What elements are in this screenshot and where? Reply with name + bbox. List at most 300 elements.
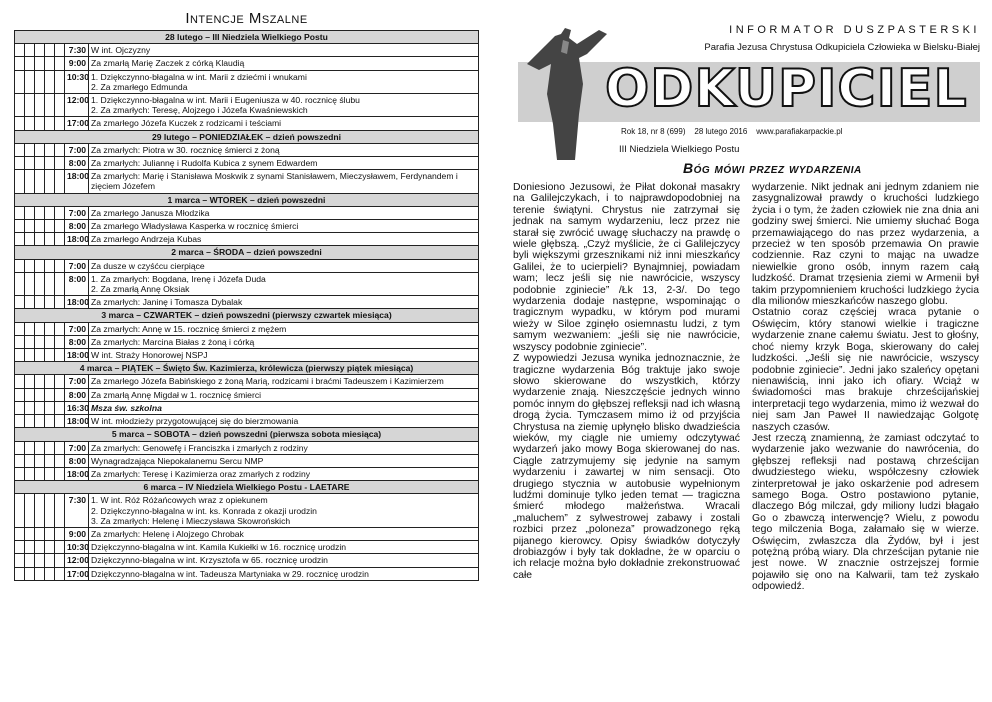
mass-time: 8:00 [65, 388, 89, 401]
blank-cell [35, 527, 45, 540]
mass-row [15, 527, 479, 540]
blank-cell [15, 554, 25, 567]
intention-line: 2. Dziękczynno-błagalna w int. ks. Konrada z okazji urodzin [91, 505, 317, 516]
blank-cell [35, 494, 45, 528]
blank-cell [15, 57, 25, 70]
blank-cell [35, 401, 45, 414]
mass-row [15, 70, 479, 93]
blank-cell [45, 170, 55, 193]
blank-cell [45, 567, 55, 580]
day-header-row [15, 362, 479, 375]
blank-cell [45, 44, 55, 57]
article-paragraph: Z wypowiedzi Jezusa wynika jednoznacznie, że tragiczne wydarzenia Bóg traktuje jako swoje słowo skierowane do wszystkich, którzy wydarzenie znają. Nieszczęście jednych winno pomóc innym do głębszej refleksji nad ich własną drogą życia. Tymczasem mimo iż od przyjścia Chrystusa na ziemię upłynęło blisko dwadzieścia wieków, my ciągle nie umiemy odczytywać wydarzeń jako mowy Boga skierowanej do nas. Ciągle zatrzymujemy się jedynie na samym wydarzeniu i zawartej w nim sensacji. Oto drugiego stycznia w autobusie wypełnionym ludźmi dominuje tylko jeden temat — tragiczna śmierć młodego małżeństwa. Wracali „maluchem” z sylwestrowej zabawy i zostali rozbici przez „poloneza” prowadzonego ręką pijanego kierowcy. Opisy świadków dotyczyły drobiazgów i były tak dokładne, że w oparciu o ich relacje można było dokładnie zrekonstruować całe [513, 353, 740, 581]
blank-cell [55, 296, 65, 309]
blank-cell [25, 206, 35, 219]
mass-intention [89, 388, 479, 401]
mass-row [15, 296, 479, 309]
blank-cell [55, 220, 65, 233]
blank-cell [15, 296, 25, 309]
mass-time: 7:00 [65, 143, 89, 156]
intention-line: Za zmarłego Józefa Kuczek z rodzicami i teściami [91, 118, 282, 129]
blank-cell [35, 567, 45, 580]
blank-cell [25, 157, 35, 170]
mass-intention [89, 415, 479, 428]
blank-cell [15, 415, 25, 428]
mass-time: 18:00 [65, 233, 89, 246]
mass-intention [89, 322, 479, 335]
blank-cell [25, 441, 35, 454]
blank-cell [55, 349, 65, 362]
article-column-2 [752, 182, 979, 593]
article-title: Bóg mówi przez wydarzenia [683, 160, 862, 176]
blank-cell [25, 220, 35, 233]
blank-cell [35, 170, 45, 193]
blank-cell [45, 335, 55, 348]
mass-time: 17:00 [65, 117, 89, 130]
blank-cell [35, 233, 45, 246]
blank-cell [25, 117, 35, 130]
blank-cell [45, 233, 55, 246]
mass-intention [89, 44, 479, 57]
blank-cell [55, 554, 65, 567]
blank-cell [25, 170, 35, 193]
blank-cell [35, 441, 45, 454]
intention-line: 2. Za zmarłego Edmunda [91, 81, 188, 92]
masthead [513, 10, 980, 160]
blank-cell [35, 70, 45, 93]
blank-cell [35, 322, 45, 335]
blank-cell [15, 527, 25, 540]
mass-intention [89, 117, 479, 130]
mass-intention [89, 441, 479, 454]
mass-intention [89, 296, 479, 309]
mass-row [15, 349, 479, 362]
day-header-row [15, 193, 479, 206]
blank-cell [35, 375, 45, 388]
blank-cell [25, 322, 35, 335]
mass-time: 7:30 [65, 44, 89, 57]
mass-intention [89, 401, 479, 414]
day-header: 29 lutego – PONIEDZIAŁEK – dzień powszedni [15, 130, 479, 143]
intention-line: W int. młodzieży przygotowującej się do bierzmowania [91, 416, 299, 427]
mass-row [15, 259, 479, 272]
mass-time: 8:00 [65, 454, 89, 467]
day-header-row [15, 309, 479, 322]
blank-cell [15, 94, 25, 117]
mass-row [15, 401, 479, 414]
mass-intention [89, 349, 479, 362]
blank-cell [25, 272, 35, 295]
mass-time: 7:00 [65, 206, 89, 219]
intention-line: Za zmarłych: Piotra w 30. rocznicę śmierci z żoną [91, 144, 280, 155]
mass-row [15, 335, 479, 348]
blank-cell [25, 415, 35, 428]
blank-cell [45, 94, 55, 117]
mass-intention [89, 233, 479, 246]
blank-cell [55, 467, 65, 480]
intention-line: Za zmarłą Annę Migdał w 1. rocznicę śmierci [91, 389, 262, 400]
blank-cell [35, 206, 45, 219]
blank-cell [35, 388, 45, 401]
blank-cell [35, 44, 45, 57]
mass-intention [89, 375, 479, 388]
blank-cell [35, 117, 45, 130]
blank-cell [55, 441, 65, 454]
day-header-row [15, 481, 479, 494]
mass-time: 10:30 [65, 70, 89, 93]
mass-time: 18:00 [65, 349, 89, 362]
mass-row [15, 157, 479, 170]
mass-intention [89, 94, 479, 117]
blank-cell [35, 296, 45, 309]
blank-cell [55, 335, 65, 348]
mass-row [15, 117, 479, 130]
intention-line: Za zmarłych: Genowefę i Franciszka i zmarłych z rodziny [91, 442, 308, 453]
intention-line: Za zmarłego Andrzeja Kubas [91, 234, 202, 245]
mass-title: Intencje Mszalne [185, 10, 308, 27]
blank-cell [15, 441, 25, 454]
blank-cell [55, 70, 65, 93]
blank-cell [55, 157, 65, 170]
intention-line: 2. Za zmarłą Annę Oksiak [91, 284, 190, 295]
blank-cell [15, 388, 25, 401]
mass-intention [89, 143, 479, 156]
blank-cell [25, 401, 35, 414]
intention-line: W int. Ojczyzny [91, 45, 151, 56]
day-header: 2 marca – ŚRODA – dzień powszedni [15, 246, 479, 259]
blank-cell [35, 454, 45, 467]
blank-cell [15, 44, 25, 57]
article-paragraph: Jest rzeczą znamienną, że zamiast odczytać to wydarzenie jako wezwanie do nawrócenia, do głębszej refleksji nad postawą chrześcijan dwudziestego wieku, współczesny człowiek zinterpretował je jako oskarżenie pod adresem samego Boga. Ostro postawiono pytanie, dlaczego Bóg milczał, gdy miliony ludzi błagało Go o zbawczą interwencję? Wielu, z powodu tego milczenia Boga, załamało się w wierze. Oświęcim, zwłaszcza dla Żydów, był i jest potężną próbą wiary. Dla chrześcijan pytanie nie jest nowe. W znacznie ostrzejszej formie pojawiło się ono na Kalwarii, tam też zyskało odpowiedź. [752, 432, 979, 593]
blank-cell [35, 143, 45, 156]
blank-cell [35, 94, 45, 117]
mass-time: 12:00 [65, 554, 89, 567]
blank-cell [45, 143, 55, 156]
day-header-row [15, 428, 479, 441]
mass-row [15, 170, 479, 193]
blank-cell [55, 322, 65, 335]
mass-intention [89, 567, 479, 580]
blank-cell [35, 259, 45, 272]
mass-time: 18:00 [65, 170, 89, 193]
blank-cell [55, 527, 65, 540]
mass-intention [89, 335, 479, 348]
blank-cell [55, 454, 65, 467]
blank-cell [55, 233, 65, 246]
mass-time: 8:00 [65, 157, 89, 170]
intention-line: 3. Za zmarłych: Helenę i Mieczysława Skowrońskich [91, 515, 291, 526]
day-header: 1 marca – WTOREK – dzień powszedni [15, 193, 479, 206]
mass-time: 18:00 [65, 415, 89, 428]
mass-time: 8:00 [65, 220, 89, 233]
mass-intention [89, 554, 479, 567]
blank-cell [25, 467, 35, 480]
mass-row [15, 220, 479, 233]
mass-row [15, 441, 479, 454]
mass-time: 7:00 [65, 441, 89, 454]
intention-line: Za zmarłych: Marcina Białas z żoną i córką [91, 336, 255, 347]
blank-cell [25, 44, 35, 57]
mass-intention [89, 454, 479, 467]
intention-line: Dziękczynno-błagalna w int. Krzysztofa w 65. rocznicę urodzin [91, 555, 328, 566]
mass-time: 10:30 [65, 541, 89, 554]
intention-line: Za zmarłego Janusza Młodzika [91, 207, 210, 218]
mass-time: 7:00 [65, 259, 89, 272]
newsletter-title: ODKUPICIEL [605, 59, 968, 119]
mass-row [15, 415, 479, 428]
mass-row [15, 388, 479, 401]
issue-info: Rok 18, nr 8 (699) 28 lutego 2016 www.parafiakarpackie.pl [621, 127, 843, 136]
blank-cell [55, 541, 65, 554]
blank-cell [55, 415, 65, 428]
day-header-row [15, 246, 479, 259]
blank-cell [55, 259, 65, 272]
mass-row [15, 494, 479, 528]
blank-cell [15, 170, 25, 193]
mass-time: 8:00 [65, 335, 89, 348]
blank-cell [55, 94, 65, 117]
blank-cell [35, 467, 45, 480]
intention-line: Za zmarłych: Marię i Stanisława Moskwik z synami Stanisławem, Mieczysławem, Ferdynandem i zięciem Józefem [91, 171, 458, 192]
blank-cell [55, 117, 65, 130]
mass-time: 8:00 [65, 272, 89, 295]
intention-line: Za zmarłą Marię Zaczek z córką Klaudią [91, 58, 245, 69]
blank-cell [55, 401, 65, 414]
mass-table [14, 30, 479, 581]
mass-row [15, 206, 479, 219]
article-paragraph: Doniesiono Jezusowi, że Piłat dokonał masakry na Galilejczykach, i to najprawdopodobniej na terenie świątyni. Chrystus nie zatrzymał się jednak na samym wydarzeniu, lecz przez nie starał się zwrócić uwagę słuchaczy na prawdę o wiele głębszą. „Czyż myślicie, że ci Galilejczycy byli większymi grzesznikami niż inni mieszkańcy Galilei, że to ucierpieli? Bynajmniej, powiadam wam; lecz jeśli się nie nawrócicie, wszyscy podobnie zginiecie” /Łk 13, 2-3/. Do tego wydarzenia dodaje następne, wspominając o tragicznym wypadku, w którym pod murami wieży w Siloe zginęło osiemnastu ludzi, z tym samym wezwaniem: „jeśli się nie nawrócicie, wszyscy podobnie zginiecie”. [513, 182, 740, 353]
blank-cell [15, 143, 25, 156]
intention-line: W int. Straży Honorowej NSPJ [91, 350, 208, 361]
day-header: 28 lutego – III Niedziela Wielkiego Postu [15, 31, 479, 44]
blank-cell [45, 467, 55, 480]
blank-cell [35, 220, 45, 233]
article-paragraph: Ostatnio coraz częściej wraca pytanie o Oświęcim, który stanowi wielkie i tragiczne wydarzenie znane całemu światu. Jest to głośny, choć niemy krzyk Boga, skierowany do całej ludzkości. „Jeśli się nie nawrócicie, wszyscy podobnie zginiecie”. Jedni jako szaleńcy opętani nienawiścią, inni jako ich ofiary. Wciąż w świadomości mas brakuje chrześcijańskiej interpretacji tego wydarzenia, mimo iż wezwał do niej sam Jan Paweł II nawiedzając Golgotę naszych czasów. [752, 307, 979, 433]
mass-intention [89, 541, 479, 554]
blank-cell [45, 554, 55, 567]
blank-cell [25, 94, 35, 117]
intention-line: Za zmarłych: Juliannę i Rudolfa Kubica z synem Edwardem [91, 158, 318, 169]
blank-cell [45, 157, 55, 170]
blank-cell [35, 57, 45, 70]
blank-cell [15, 220, 25, 233]
mass-intention [89, 70, 479, 93]
intention-line: Wynagradzająca Niepokalanemu Sercu NMP [91, 455, 264, 466]
mass-intention [89, 494, 479, 528]
blank-cell [55, 388, 65, 401]
mass-row [15, 233, 479, 246]
blank-cell [45, 441, 55, 454]
intention-line: Za zmarłych: Janinę i Tomasza Dybalak [91, 297, 243, 308]
mass-intention [89, 272, 479, 295]
intention-line: Za dusze w czyśćcu cierpiące [91, 260, 205, 271]
day-header-row [15, 31, 479, 44]
intention-line: 1. Dziękczynno-błagalna w int. Marii z dziećmi i wnukami [91, 71, 307, 82]
blank-cell [45, 527, 55, 540]
intention-line: Msza św. szkolna [91, 402, 162, 413]
mass-row [15, 44, 479, 57]
mass-intention [89, 170, 479, 193]
blank-cell [25, 143, 35, 156]
blank-cell [25, 233, 35, 246]
intention-line: Za zmarłego Józefa Babińskiego z żoną Marią, rodzicami i braćmi Tadeuszem i Kazimierzem [91, 376, 444, 387]
intention-line: Za zmarłych: Teresę i Kazimierza oraz zmarłych z rodziny [91, 468, 311, 479]
blank-cell [35, 272, 45, 295]
blank-cell [55, 44, 65, 57]
mass-intention [89, 157, 479, 170]
blank-cell [55, 375, 65, 388]
blank-cell [25, 554, 35, 567]
blank-cell [25, 454, 35, 467]
mass-intention [89, 527, 479, 540]
blank-cell [25, 335, 35, 348]
blank-cell [25, 70, 35, 93]
mass-time: 7:30 [65, 494, 89, 528]
day-header: 5 marca – SOBOTA – dzień powszedni (pierwsza sobota miesiąca) [15, 428, 479, 441]
intention-line: Za zmarłych: Helenę i Alojzego Chrobak [91, 528, 244, 539]
blank-cell [45, 388, 55, 401]
blank-cell [15, 206, 25, 219]
mass-intention [89, 206, 479, 219]
blank-cell [15, 70, 25, 93]
blank-cell [45, 296, 55, 309]
intention-line: 1. Dziękczynno-błagalna w int. Marii i Eugeniusza w 40. rocznicę ślubu [91, 95, 360, 106]
blank-cell [35, 335, 45, 348]
day-header: 3 marca – CZWARTEK – dzień powszedni (pierwszy czwartek miesiąca) [15, 309, 479, 322]
blank-cell [15, 117, 25, 130]
mass-time: 18:00 [65, 296, 89, 309]
mass-time: 12:00 [65, 94, 89, 117]
blank-cell [25, 375, 35, 388]
intention-line: Dziękczynno-błagalna w int. Kamila Kukiełki w 16. rocznicę urodzin [91, 542, 347, 553]
christ-statue-icon [517, 24, 613, 160]
mass-time: 17:00 [65, 567, 89, 580]
blank-cell [45, 415, 55, 428]
blank-cell [15, 494, 25, 528]
mass-time: 16:30 [65, 401, 89, 414]
mass-row [15, 272, 479, 295]
informator-label: INFORMATOR DUSZPASTERSKI [729, 24, 980, 36]
blank-cell [45, 206, 55, 219]
mass-row [15, 94, 479, 117]
blank-cell [45, 454, 55, 467]
intention-line: 1. Za zmarłych: Bogdana, Irenę i Józefa Duda [91, 273, 266, 284]
article-body [513, 182, 980, 593]
blank-cell [35, 554, 45, 567]
mass-row [15, 143, 479, 156]
blank-cell [55, 57, 65, 70]
blank-cell [15, 157, 25, 170]
blank-cell [15, 233, 25, 246]
blank-cell [25, 259, 35, 272]
mass-time: 7:00 [65, 322, 89, 335]
parish-name: Parafia Jezusa Chrystusa Odkupiciela Człowieka w Bielsku-Białej [704, 42, 980, 53]
mass-intention [89, 57, 479, 70]
mass-intentions [14, 10, 479, 581]
mass-row [15, 454, 479, 467]
blank-cell [55, 494, 65, 528]
mass-row [15, 554, 479, 567]
blank-cell [45, 322, 55, 335]
blank-cell [55, 170, 65, 193]
blank-cell [45, 541, 55, 554]
mass-intention [89, 467, 479, 480]
mass-intention [89, 259, 479, 272]
blank-cell [25, 349, 35, 362]
blank-cell [45, 259, 55, 272]
blank-cell [15, 467, 25, 480]
blank-cell [15, 541, 25, 554]
day-header: 6 marca – IV Niedziela Wielkiego Postu - LAETARE [15, 481, 479, 494]
blank-cell [15, 375, 25, 388]
newsletter [513, 10, 980, 593]
mass-row [15, 567, 479, 580]
blank-cell [15, 335, 25, 348]
mass-time: 9:00 [65, 527, 89, 540]
blank-cell [35, 349, 45, 362]
mass-time: 18:00 [65, 467, 89, 480]
intention-line: 2. Za zmarłych: Teresę, Alojzego i Józefa Kwaśniewskich [91, 105, 308, 116]
intention-line: 1. W int. Róż Różańcowych wraz z opiekunem [91, 495, 268, 506]
blank-cell [25, 388, 35, 401]
sunday-name: III Niedziela Wielkiego Postu [619, 144, 740, 155]
mass-intention [89, 220, 479, 233]
blank-cell [25, 296, 35, 309]
blank-cell [15, 272, 25, 295]
article-column-1 [513, 182, 740, 593]
blank-cell [45, 494, 55, 528]
intention-line: Za zmarłego Władysława Kasperka w rocznicę śmierci [91, 221, 299, 232]
blank-cell [45, 117, 55, 130]
blank-cell [15, 401, 25, 414]
blank-cell [15, 349, 25, 362]
blank-cell [35, 157, 45, 170]
blank-cell [15, 259, 25, 272]
blank-cell [45, 375, 55, 388]
blank-cell [25, 567, 35, 580]
blank-cell [15, 567, 25, 580]
blank-cell [35, 541, 45, 554]
day-header-row [15, 130, 479, 143]
intention-line: Dziękczynno-błagalna w int. Tadeusza Martyniaka w 29. rocznicę urodzin [91, 568, 369, 579]
blank-cell [35, 415, 45, 428]
mass-row [15, 322, 479, 335]
blank-cell [55, 143, 65, 156]
blank-cell [25, 527, 35, 540]
blank-cell [25, 541, 35, 554]
blank-cell [55, 272, 65, 295]
blank-cell [15, 322, 25, 335]
blank-cell [55, 206, 65, 219]
mass-time: 7:00 [65, 375, 89, 388]
mass-row [15, 375, 479, 388]
blank-cell [25, 57, 35, 70]
mass-row [15, 467, 479, 480]
mass-row [15, 57, 479, 70]
mass-time: 9:00 [65, 57, 89, 70]
blank-cell [45, 220, 55, 233]
blank-cell [45, 401, 55, 414]
blank-cell [45, 57, 55, 70]
day-header: 4 marca – PIĄTEK – Święto Św. Kazimierza, królewicza (pierwszy piątek miesiąca) [15, 362, 479, 375]
article-paragraph: wydarzenie. Nikt jednak ani jednym zdaniem nie zasygnalizował prawdy o kruchości ludzkiego życia i o tym, że żaden człowiek nie zna dnia ani godziny swej śmierci. Nie umiemy słuchać Boga przemawiającego do nas przez wydarzenia, a przecież w ten sposób przemawia On prawie codziennie. Raz czyni to mając na uwadze niewielkie grono osób, innym razem całą ludzkość. Dramat trzęsienia ziemi w Armenii był takim przypomnieniem kruchości ludzkiego życia dla milionów mieszkańców naszego globu. [752, 182, 979, 308]
intention-line: Za zmarłych: Annę w 15. rocznicę śmierci z mężem [91, 323, 287, 334]
blank-cell [55, 567, 65, 580]
mass-row [15, 541, 479, 554]
blank-cell [45, 272, 55, 295]
blank-cell [25, 494, 35, 528]
blank-cell [45, 349, 55, 362]
